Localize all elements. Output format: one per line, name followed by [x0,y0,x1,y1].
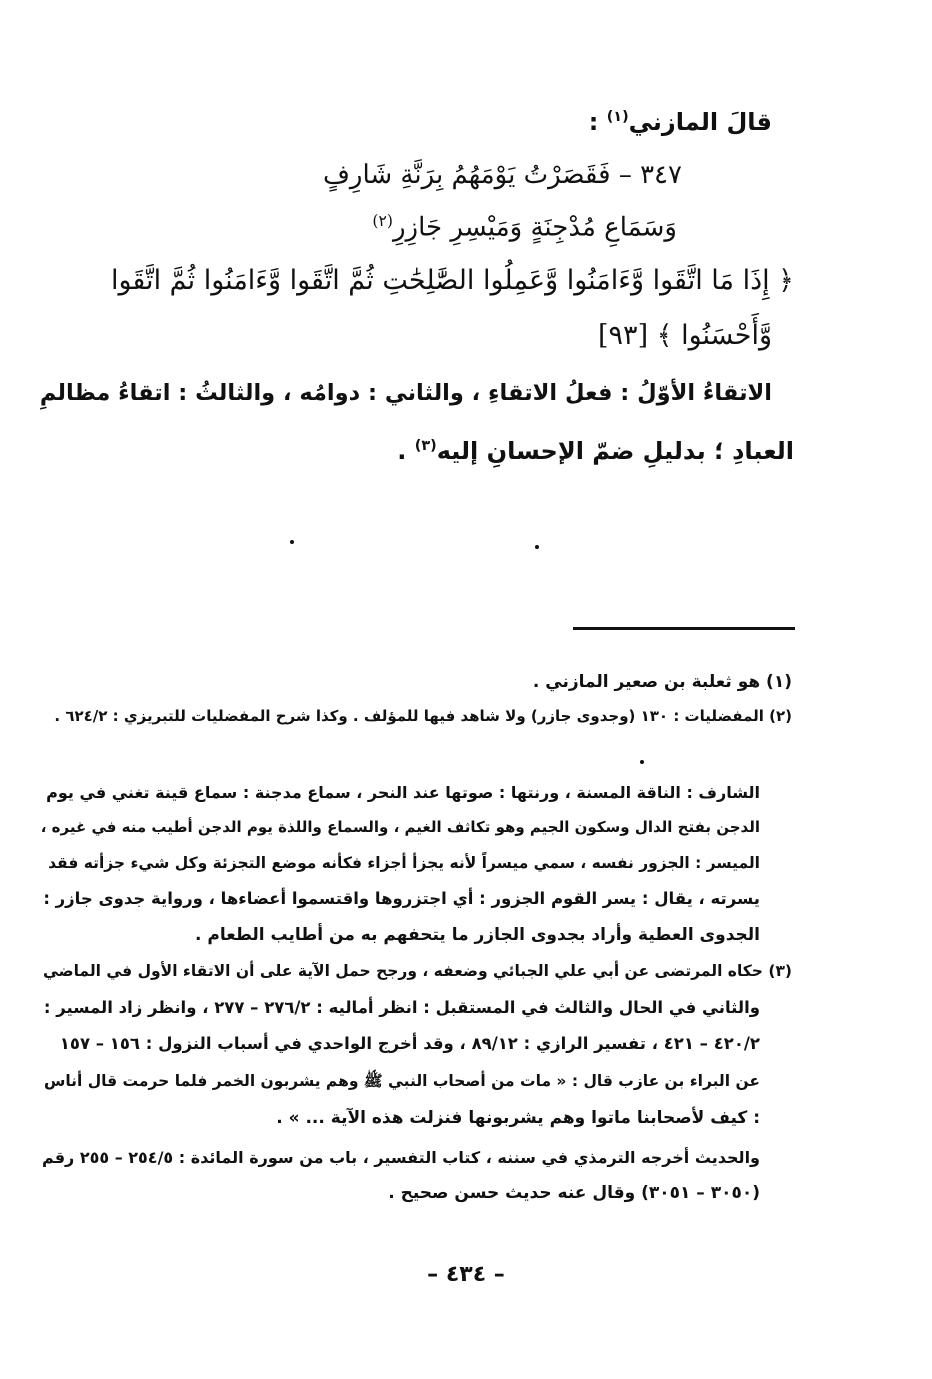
quran-line-2: وَّأَحْسَنُوا ﴾ [٩٣] [598,320,772,351]
verse-line-1: ٣٤٧ – فَقَصَرْتُ يَوْمَهُمُ بِرَنَّةِ شَارِفٍ [322,160,682,190]
footnote-2-line: الجدوى العطية وأراد بجدوى الجازر ما يتحفهم به من أطايب الطعام . [195,925,760,945]
commentary-line-1: الاتقاءُ الأوّلُ : فعلُ الاتقاءِ ، والثاني : دوامُه ، والثالثُ : اتقاءُ مظالمِ [39,380,772,406]
intro-line [589,108,772,136]
verse-line-2-text: وَسَمَاعِ مُدْجِنَةٍ وَمَيْسِرِ جَازِرِ [392,212,677,243]
footnote-2: (٢) المفضليات : ١٣٠ (وجدوى جازر) ولا شاهد فيها للمؤلف . وكذا شرح المفضليات للتبريزي : ٦٢٤/٢ . [54,707,792,725]
footnote-3-line: والحديث أخرجه الترمذي في سننه ، كتاب التفسير ، باب من سورة المائدة : ٢٥٤/٥ – ٢٥٥ رقم [42,1148,760,1167]
footnote-1: (١) هو ثعلبة بن صعير المازني . [532,672,792,692]
speck [290,540,294,544]
footnote-3-line: ٤٢٠/٢ – ٤٢١ ، تفسير الرازي : ٨٩/١٢ ، وقد أخرج الواحدي في أسباب النزول : ١٥٦ – ١٥٧ [59,1034,760,1053]
footnote-2-line: الشارف : الناقة المسنة ، ورنتها : صوتها عند النحر ، سماع مدجنة : سماع قينة تغني في يوم [46,783,760,802]
footnote-3-line: والثاني في الحال والثالث في المستقبل : انظر أماليه : ٢٧٦/٢ – ٢٧٧ ، وانظر زاد المسير : [43,998,760,1017]
footnote-3-line: : كيف لأصحابنا ماتوا وهم يشربونها فنزلت هذه الآية ... » . [276,1108,760,1128]
commentary-line-2 [397,437,794,465]
intro-footnote-ref: (١) [606,109,629,125]
footnote-separator [573,627,795,630]
footnote-2-line: الدجن بفتح الدال وسكون الجيم وهو تكاثف الغيم ، والسماع واللذة يوم الدجن أطيب منه في غيره ، [40,818,760,836]
speck [640,760,644,764]
footnote-3-line: عن البراء بن عازب قال : « مات من أصحاب النبي ﷺ وهم يشربون الخمر فلما حرمت قال أناس [43,1072,760,1090]
commentary-footnote-ref: (٣) [414,438,437,454]
quran-line-1: ﴿ إِذَا مَا اتَّقَوا وَّءَامَنُوا وَّعَمِلُوا الصَّٰلِحَٰتِ ثُمَّ اتَّقَوا وَّءَامَنُوا ثُمَّ اتَّقَوا [110,265,794,296]
page-number: – ٤٣٤ – [427,1262,505,1287]
commentary-end: . [397,437,407,465]
footnote-2-line: الميسر : الجزور نفسه ، سمي ميسراً لأنه يجزأ أجزاء فكأنه موضع التجزئة وكل شيء جزأته فقد [48,854,760,872]
verse-line-2 [372,212,677,243]
verse-footnote-ref: (٢) [372,212,393,230]
footnote-3-line: (٣٠٥٠ – ٣٠٥١) وقال عنه حديث حسن صحيح . [388,1183,760,1203]
intro-colon: : [588,108,599,136]
speck [535,545,539,549]
footnote-2-line: يسرته ، يقال : يسر القوم الجزور : أي اجتزروها واقتسموا أعضاءها ، ورواية جدوى جازر : [43,889,760,908]
commentary-line-2-text: العبادِ ؛ بدليلِ ضمّ الإحسانِ إليه [436,437,794,465]
intro-label: قالَ المازني [628,108,772,136]
footnote-3-line: (٣) حكاه المرتضى عن أبي علي الجبائي وضعفه ، ورجح حمل الآية على أن الاتقاء الأول في الماضي [42,962,792,980]
